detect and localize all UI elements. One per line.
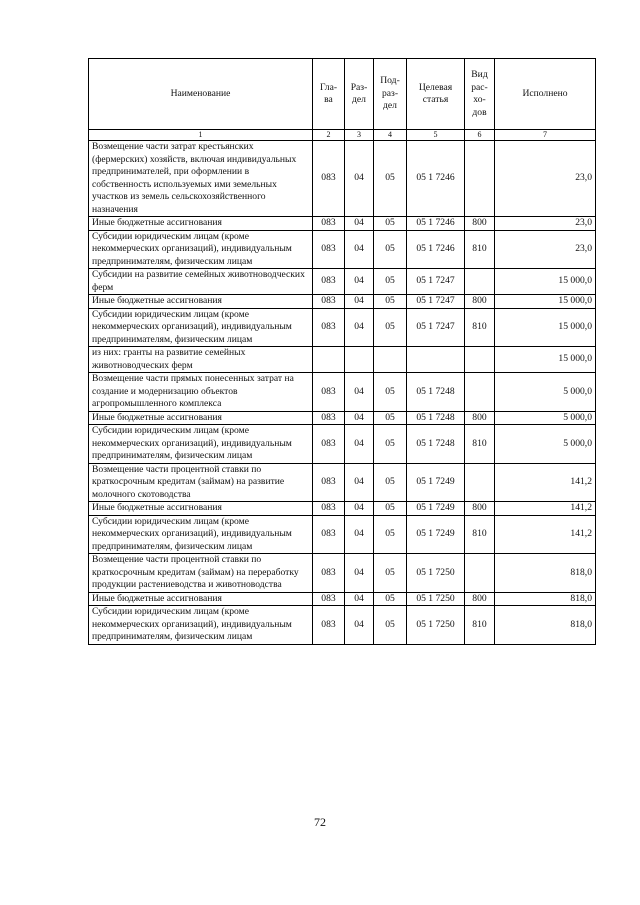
cell-ispolneno: 141,2 [495, 515, 596, 554]
cell-ispolneno: 141,2 [495, 463, 596, 502]
cell-ispolneno: 23,0 [495, 217, 596, 231]
cell-razdel: 04 [345, 217, 374, 231]
cell-vid [465, 269, 495, 295]
header-glava-text: Гла- ва [319, 81, 338, 105]
cell-name: Возмещение части затрат крестьянских (фермерских) хозяйств, включая индивидуальных предпринимателей, при оформлении в собственность используемых ими земельных участков из земель сельскохозяйственного назначения [89, 141, 313, 217]
cell-statya: 05 1 7249 [407, 515, 465, 554]
cell-statya: 05 1 7247 [407, 308, 465, 347]
cell-ispolneno: 23,0 [495, 141, 596, 217]
cell-vid [465, 373, 495, 412]
column-number-row [89, 130, 596, 141]
cell-glava: 083 [313, 502, 345, 516]
cell-name: Иные бюджетные ассигнования [89, 592, 313, 606]
cell-podrazdel: 05 [374, 425, 407, 464]
cell-ispolneno: 818,0 [495, 554, 596, 593]
cell-podrazdel: 05 [374, 502, 407, 516]
header-vid [465, 59, 495, 130]
table-row [89, 347, 596, 373]
cell-razdel: 04 [345, 295, 374, 309]
cell-glava: 083 [313, 230, 345, 269]
table-row [89, 515, 596, 554]
budget-execution-table [88, 58, 596, 645]
cell-name: Иные бюджетные ассигнования [89, 217, 313, 231]
cell-ispolneno: 141,2 [495, 502, 596, 516]
cell-statya: 05 1 7246 [407, 141, 465, 217]
cell-vid: 800 [465, 295, 495, 309]
cell-razdel: 04 [345, 141, 374, 217]
cell-glava: 083 [313, 463, 345, 502]
cell-podrazdel: 05 [374, 606, 407, 645]
cell-name: Субсидии юридическим лицам (кроме некоммерческих организаций), индивидуальным предпринимателям, физическим лицам [89, 606, 313, 645]
cell-ispolneno: 5 000,0 [495, 373, 596, 412]
cell-ispolneno: 5 000,0 [495, 411, 596, 425]
cell-statya: 05 1 7247 [407, 295, 465, 309]
cell-name: Иные бюджетные ассигнования [89, 295, 313, 309]
cell-vid: 800 [465, 411, 495, 425]
cell-name: Субсидии на развитие семейных животноводческих ферм [89, 269, 313, 295]
cell-glava: 083 [313, 554, 345, 593]
cell-name: Иные бюджетные ассигнования [89, 411, 313, 425]
cell-podrazdel: 05 [374, 308, 407, 347]
cell-glava: 083 [313, 411, 345, 425]
cell-name: Субсидии юридическим лицам (кроме некоммерческих организаций), индивидуальным предпринимателям, физическим лицам [89, 308, 313, 347]
cell-razdel: 04 [345, 269, 374, 295]
cell-podrazdel: 05 [374, 295, 407, 309]
cell-vid [465, 463, 495, 502]
cell-statya: 05 1 7250 [407, 554, 465, 593]
table-row [89, 463, 596, 502]
cell-ispolneno: 15 000,0 [495, 308, 596, 347]
table-row [89, 592, 596, 606]
cell-razdel: 04 [345, 425, 374, 464]
table-row [89, 141, 596, 217]
column-number: 3 [345, 130, 374, 141]
table-body [89, 141, 596, 645]
header-razdel-text: Раз- дел [350, 81, 368, 105]
cell-statya: 05 1 7250 [407, 592, 465, 606]
header-statya [407, 59, 465, 130]
cell-glava: 083 [313, 592, 345, 606]
table-row [89, 230, 596, 269]
cell-statya: 05 1 7246 [407, 217, 465, 231]
cell-podrazdel: 05 [374, 269, 407, 295]
cell-statya: 05 1 7250 [407, 606, 465, 645]
cell-glava: 083 [313, 269, 345, 295]
header-ispolneno: Исполнено [495, 59, 596, 130]
cell-podrazdel: 05 [374, 230, 407, 269]
cell-razdel: 04 [345, 230, 374, 269]
table-row [89, 269, 596, 295]
cell-name: Возмещение части прямых понесенных затрат на создание и модернизацию объектов агропромышленного комплекса [89, 373, 313, 412]
cell-ispolneno: 818,0 [495, 592, 596, 606]
cell-vid: 810 [465, 425, 495, 464]
column-number: 4 [374, 130, 407, 141]
cell-statya: 05 1 7246 [407, 230, 465, 269]
cell-razdel: 04 [345, 592, 374, 606]
cell-podrazdel: 05 [374, 554, 407, 593]
cell-glava: 083 [313, 308, 345, 347]
cell-glava [313, 347, 345, 373]
table-row [89, 308, 596, 347]
cell-ispolneno: 15 000,0 [495, 347, 596, 373]
cell-podrazdel: 05 [374, 463, 407, 502]
cell-name: Субсидии юридическим лицам (кроме некоммерческих организаций), индивидуальным предпринимателям, физическим лицам [89, 515, 313, 554]
cell-ispolneno: 818,0 [495, 606, 596, 645]
cell-podrazdel: 05 [374, 141, 407, 217]
column-number: 5 [407, 130, 465, 141]
cell-vid: 810 [465, 606, 495, 645]
column-number: 6 [465, 130, 495, 141]
table-row [89, 217, 596, 231]
cell-razdel: 04 [345, 502, 374, 516]
table-row [89, 502, 596, 516]
cell-ispolneno: 15 000,0 [495, 269, 596, 295]
cell-ispolneno: 15 000,0 [495, 295, 596, 309]
header-podrazdel [374, 59, 407, 130]
cell-glava: 083 [313, 217, 345, 231]
column-number: 1 [89, 130, 313, 141]
cell-podrazdel [374, 347, 407, 373]
cell-vid: 800 [465, 217, 495, 231]
cell-name: Субсидии юридическим лицам (кроме некоммерческих организаций), индивидуальным предпринимателям, физическим лицам [89, 230, 313, 269]
cell-vid: 810 [465, 515, 495, 554]
cell-razdel: 04 [345, 308, 374, 347]
cell-glava: 083 [313, 425, 345, 464]
header-razdel [345, 59, 374, 130]
header-vid-text: Вид рас- хо- дов [471, 69, 488, 118]
header-row [89, 59, 596, 130]
cell-razdel: 04 [345, 373, 374, 412]
cell-razdel: 04 [345, 554, 374, 593]
cell-vid [465, 554, 495, 593]
cell-glava: 083 [313, 606, 345, 645]
cell-vid [465, 347, 495, 373]
cell-podrazdel: 05 [374, 217, 407, 231]
cell-glava: 083 [313, 141, 345, 217]
cell-glava: 083 [313, 295, 345, 309]
cell-glava: 083 [313, 373, 345, 412]
cell-podrazdel: 05 [374, 411, 407, 425]
cell-vid: 810 [465, 308, 495, 347]
column-number: 7 [495, 130, 596, 141]
cell-razdel: 04 [345, 463, 374, 502]
header-statya-text: Целевая статья [418, 81, 453, 105]
cell-vid: 810 [465, 230, 495, 269]
table-row [89, 425, 596, 464]
cell-ispolneno: 23,0 [495, 230, 596, 269]
cell-podrazdel: 05 [374, 515, 407, 554]
cell-name: Возмещение части процентной ставки по краткосрочным кредитам (займам) на развитие молочного скотоводства [89, 463, 313, 502]
header-glava [313, 59, 345, 130]
cell-razdel: 04 [345, 411, 374, 425]
header-podrazdel-text: Под- раз- дел [380, 75, 400, 112]
cell-statya: 05 1 7247 [407, 269, 465, 295]
cell-razdel: 04 [345, 606, 374, 645]
cell-statya: 05 1 7248 [407, 411, 465, 425]
cell-podrazdel: 05 [374, 373, 407, 412]
cell-vid: 800 [465, 502, 495, 516]
table-row [89, 411, 596, 425]
cell-statya: 05 1 7249 [407, 463, 465, 502]
cell-name: из них: гранты на развитие семейных животноводческих ферм [89, 347, 313, 373]
cell-ispolneno: 5 000,0 [495, 425, 596, 464]
table-row [89, 606, 596, 645]
cell-statya: 05 1 7248 [407, 373, 465, 412]
cell-name: Возмещение части процентной ставки по краткосрочным кредитам (займам) на переработку продукции растениеводства и животноводства [89, 554, 313, 593]
column-number: 2 [313, 130, 345, 141]
cell-vid: 800 [465, 592, 495, 606]
cell-razdel: 04 [345, 515, 374, 554]
cell-statya [407, 347, 465, 373]
table-row [89, 295, 596, 309]
cell-vid [465, 141, 495, 217]
header-name: Наименование [89, 59, 313, 130]
page-number: 72 [314, 815, 326, 829]
cell-podrazdel: 05 [374, 592, 407, 606]
cell-name: Субсидии юридическим лицам (кроме некоммерческих организаций), индивидуальным предпринимателям, физическим лицам [89, 425, 313, 464]
cell-razdel [345, 347, 374, 373]
table-row [89, 373, 596, 412]
cell-statya: 05 1 7249 [407, 502, 465, 516]
cell-glava: 083 [313, 515, 345, 554]
cell-name: Иные бюджетные ассигнования [89, 502, 313, 516]
table-row [89, 554, 596, 593]
cell-statya: 05 1 7248 [407, 425, 465, 464]
